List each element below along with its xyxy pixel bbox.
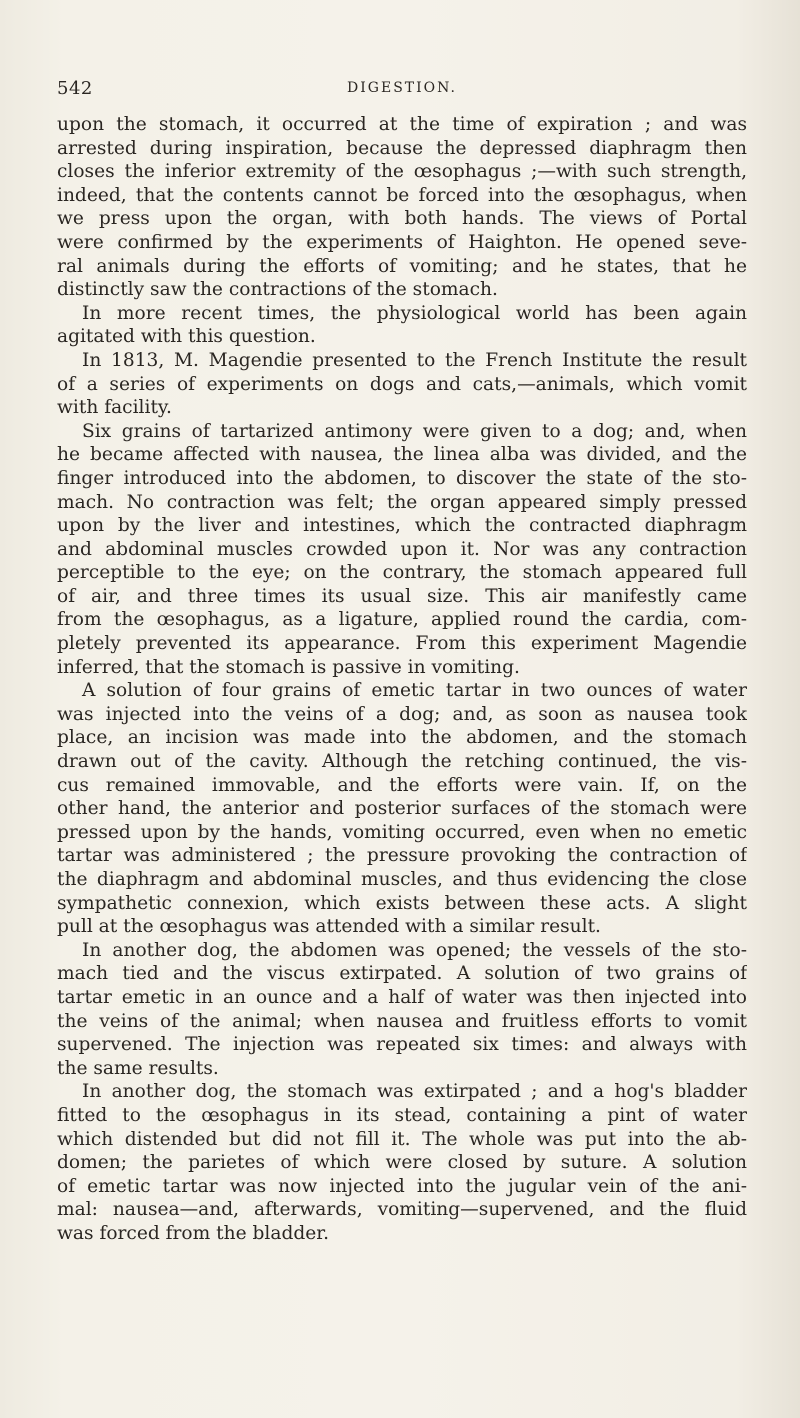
page-header — [57, 78, 747, 102]
text-line: other hand, the anterior and posterior surfaces of the stomach were — [57, 798, 747, 820]
text-line: of a series of experiments on dogs and cats,—animals, which vomit — [57, 373, 747, 395]
text-line: with facility. — [57, 397, 172, 419]
text-line: the veins of the animal; when nausea and fruitless efforts to vomit — [57, 1010, 747, 1032]
text-line: ral animals during the efforts of vomiting; and he states, that he — [57, 255, 747, 277]
text-line: In 1813, M. Magendie presented to the French Institute the result — [82, 349, 747, 371]
text-line: arrested during inspiration, because the depressed diaphragm then — [57, 137, 747, 159]
text-line: which distended but did not fill it. The whole was put into the ab- — [57, 1128, 747, 1150]
text-line: he became affected with nausea, the linea alba was divided, and the — [57, 444, 747, 466]
text-line: the same results. — [57, 1057, 219, 1079]
text-line: the diaphragm and abdominal muscles, and thus evidencing the close — [57, 869, 747, 890]
text-line: tartar was administered ; the pressure provoking the contraction of — [57, 845, 747, 867]
text-line: mach. No contraction was felt; the organ appeared simply pressed — [57, 491, 747, 513]
text-line: closes the inferior extremity of the œsophagus ;—with such strength, — [57, 161, 747, 183]
text-line: was injected into the veins of a dog; and, as soon as nausea took — [57, 703, 747, 725]
text-line: place, an incision was made into the abdomen, and the stomach — [57, 727, 747, 749]
page-number: 542 — [57, 78, 93, 99]
text-line: pletely prevented its appearance. From this experiment Magendie — [57, 633, 747, 655]
text-line: mal: nausea—and, afterwards, vomiting—supervened, and the fluid — [57, 1199, 747, 1221]
text-line: drawn out of the cavity. Although the retching continued, the vis- — [57, 751, 747, 773]
text-line: In another dog, the stomach was extirpated ; and a hog's bladder — [82, 1081, 747, 1103]
text-line: finger introduced into the abdomen, to discover the state of the sto- — [57, 467, 747, 489]
text-line: fitted to the œsophagus in its stead, containing a pint of water — [57, 1104, 747, 1126]
text-line: mach tied and the viscus extirpated. A solution of two grains of — [57, 963, 747, 985]
text-line: were confirmed by the experiments of Haighton. He opened seve- — [57, 231, 747, 253]
text-line: Six grains of tartarized antimony were given to a dog; and, when — [82, 420, 747, 442]
text-line: supervened. The injection was repeated six times: and always with — [57, 1034, 747, 1056]
text-line: pressed upon by the hands, vomiting occurred, even when no emetic — [57, 821, 747, 843]
text-line: A solution of four grains of emetic tartar in two ounces of water — [82, 680, 747, 702]
text-line: sympathetic connexion, which exists between these acts. A slight — [57, 892, 747, 914]
body-text — [57, 113, 747, 1246]
text-line: from the œsophagus, as a ligature, applied round the cardia, com- — [57, 609, 747, 631]
text-line: and abdominal muscles crowded upon it. Nor was any contraction — [57, 538, 747, 560]
text-line: of emetic tartar was now injected into the jugular vein of the ani- — [57, 1175, 747, 1197]
text-line: was forced from the bladder. — [57, 1222, 330, 1244]
text-line: upon the stomach, it occurred at the time of expiration ; and was — [57, 114, 747, 135]
text-line: indeed, that the contents cannot be forced into the œsophagus, when — [57, 184, 747, 206]
text-line: cus remained immovable, and the efforts were vain. If, on the — [57, 774, 747, 796]
text-line: inferred, that the stomach is passive in vomiting. — [57, 656, 520, 678]
text-line: agitated with this question. — [57, 326, 316, 348]
running-title: DIGESTION. — [347, 80, 457, 96]
text-line: In more recent times, the physiological world has been again — [82, 302, 747, 324]
text-line: tartar emetic in an ounce and a half of water was then injected into — [57, 986, 747, 1008]
text-line: domen; the parietes of which were closed by suture. A solution — [57, 1152, 747, 1174]
text-line: we press upon the organ, with both hands. The views of Portal — [57, 208, 747, 230]
text-line: of air, and three times its usual size. This air manifestly came — [57, 585, 747, 607]
text-line: upon by the liver and intestines, which the contracted diaphragm — [57, 515, 747, 537]
text-line: distinctly saw the contractions of the stomach. — [57, 279, 498, 301]
text-line: pull at the œsophagus was attended with a similar result. — [57, 916, 601, 938]
text-line: In another dog, the abdomen was opened; the vessels of the sto- — [82, 939, 747, 961]
text-line: perceptible to the eye; on the contrary, the stomach appeared full — [57, 562, 747, 584]
